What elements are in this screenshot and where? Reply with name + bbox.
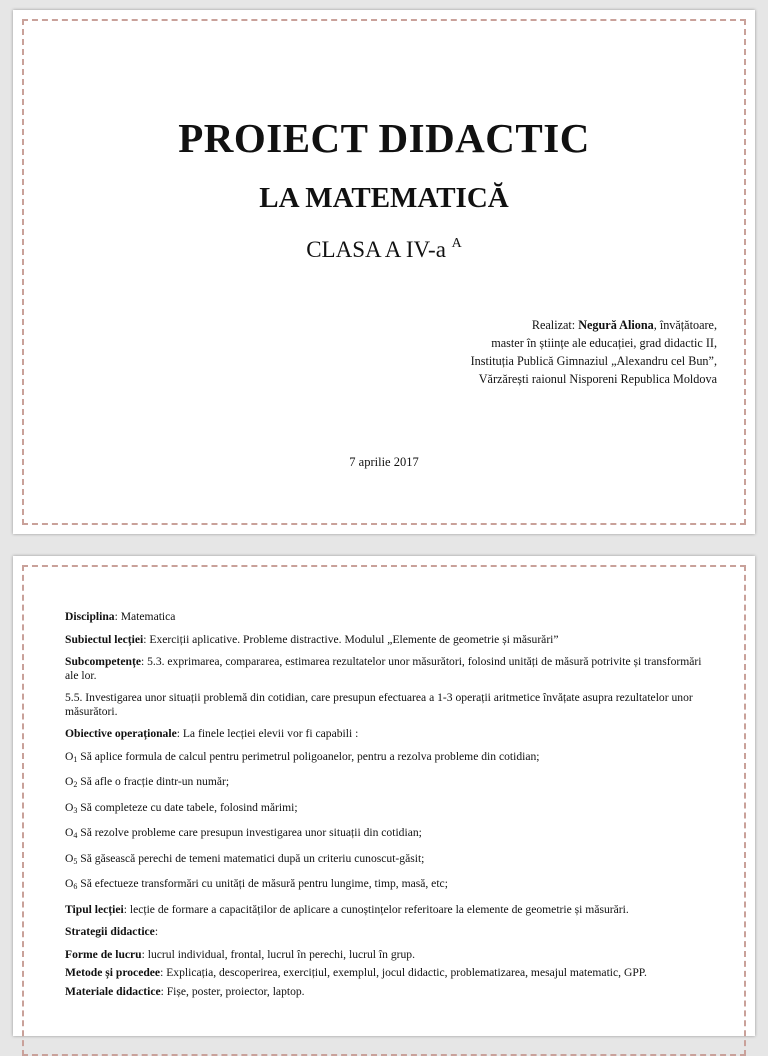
objective-index: 6 [73, 882, 78, 891]
class-text: CLASA A IV-a [306, 237, 452, 262]
decorative-border [22, 19, 746, 525]
objective-code: O [65, 851, 74, 865]
subcompetente-2-line: 5.5. Investigarea unor situații problemă din cotidian, care presupun efectuarea a 1-3 operații aritmetice învățate asupra rezultatelor unor măsurători. [65, 691, 693, 718]
objective-code: O [65, 826, 74, 839]
subcompetente-text: : 5.3. exprimarea, compararea, estimarea rezultatelor unor măsurători, folosind unități de măsură potrivite și transformări ale lor. [65, 655, 702, 682]
strategii-label: Strategii didactice [65, 925, 155, 938]
subiectul-label: Subiectul lecției [65, 632, 144, 646]
objective-item [65, 750, 711, 767]
subcompetente-line [65, 655, 711, 682]
class-label [13, 236, 755, 263]
objective-index: 2 [73, 780, 78, 789]
objective-item [65, 826, 711, 843]
objective-code: O [65, 800, 74, 814]
author-name: Negură Aliona [578, 318, 654, 332]
objective-text: Să rezolve probleme care presupun investigarea unor situații din cotidian; [77, 826, 422, 839]
objective-item [65, 852, 711, 869]
metode-line [65, 966, 711, 980]
tipul-text: : lecție de formare a capacităților de aplicare a cunoștințelor referitoare la elemente de geometrie și măsurări. [123, 902, 629, 916]
materiale-line [65, 985, 711, 999]
realizat-label: Realizat: [531, 318, 579, 332]
author-role: , învățătoare, [653, 318, 717, 332]
objective-index: 3 [73, 805, 78, 815]
disciplina-text: : Matematica [114, 610, 176, 623]
objective-code: O [65, 775, 74, 788]
objective-index: 1 [73, 754, 78, 764]
subcompetente-label: Subcompetențe [65, 655, 141, 668]
objective-text: Să completeze cu date tabele, folosind mărimi; [77, 800, 298, 814]
objective-index: 5 [73, 856, 78, 866]
document-subtitle: LA MATEMATICĂ [259, 182, 509, 214]
tipul-label: Tipul lecției [65, 902, 124, 916]
objective-text: Să găsească perechi de temeni matematici după un criteriu cunoscut-găsit; [77, 851, 425, 865]
obiective-text: : La finele lecției elevii vor fi capabili : [176, 727, 359, 740]
obiective-label: Obiective operaționale [65, 727, 177, 740]
subiectul-line [65, 633, 711, 647]
forme-line [65, 948, 711, 962]
author-block [471, 316, 717, 388]
subiectul-text: : Exerciții aplicative. Probleme distractive. Modulul „Elemente de geometrie și măsurări” [143, 632, 559, 646]
strategii-text: : [154, 925, 159, 938]
forme-text: : lucrul individual, frontal, lucrul în perechi, lucrul în grup. [141, 947, 415, 961]
objective-text: Să afle o fracție dintr-un număr; [77, 775, 230, 788]
author-line-1 [471, 316, 717, 334]
objective-item [65, 801, 711, 818]
objective-code: O [65, 877, 74, 890]
lesson-page [13, 556, 755, 1036]
objective-index: 4 [73, 831, 78, 840]
document-title: PROIECT DIDACTIC [178, 115, 590, 161]
materiale-text: : Fișe, poster, proiector, laptop. [160, 984, 305, 998]
materiale-label: Materiale didactice [65, 984, 161, 998]
metode-text: : Explicația, descoperirea, exercițiul, exemplul, jocul didactic, problematizarea, mesajul matematic, GPP. [160, 966, 647, 979]
strategii-line [65, 925, 711, 939]
disciplina-line [65, 610, 711, 624]
author-line-4: Vărzărești raionul Nisporeni Republica Moldova [478, 372, 717, 386]
metode-label: Metode și procedee [65, 966, 161, 979]
class-superscript: A [451, 236, 462, 251]
lesson-content [65, 610, 711, 1007]
objective-text: Să efectueze transformări cu unități de măsură pentru lungime, timp, masă, etc; [77, 877, 448, 890]
obiective-line [65, 727, 711, 741]
author-line-3: Instituția Publică Gimnaziul „Alexandru cel Bun”, [470, 354, 717, 368]
document-date: 7 aprilie 2017 [349, 455, 419, 469]
forme-label: Forme de lucru [65, 947, 142, 961]
objective-code: O [65, 749, 74, 763]
objective-item [65, 877, 711, 894]
tipul-line [65, 903, 711, 917]
cover-page [13, 10, 755, 534]
objective-item [65, 775, 711, 792]
author-line-2: master în științe ale educației, grad didactic II, [491, 336, 717, 350]
objective-text: Să aplice formula de calcul pentru perimetrul poligoanelor, pentru a rezolva probleme din cotidian; [77, 749, 540, 763]
disciplina-label: Disciplina [65, 610, 115, 623]
